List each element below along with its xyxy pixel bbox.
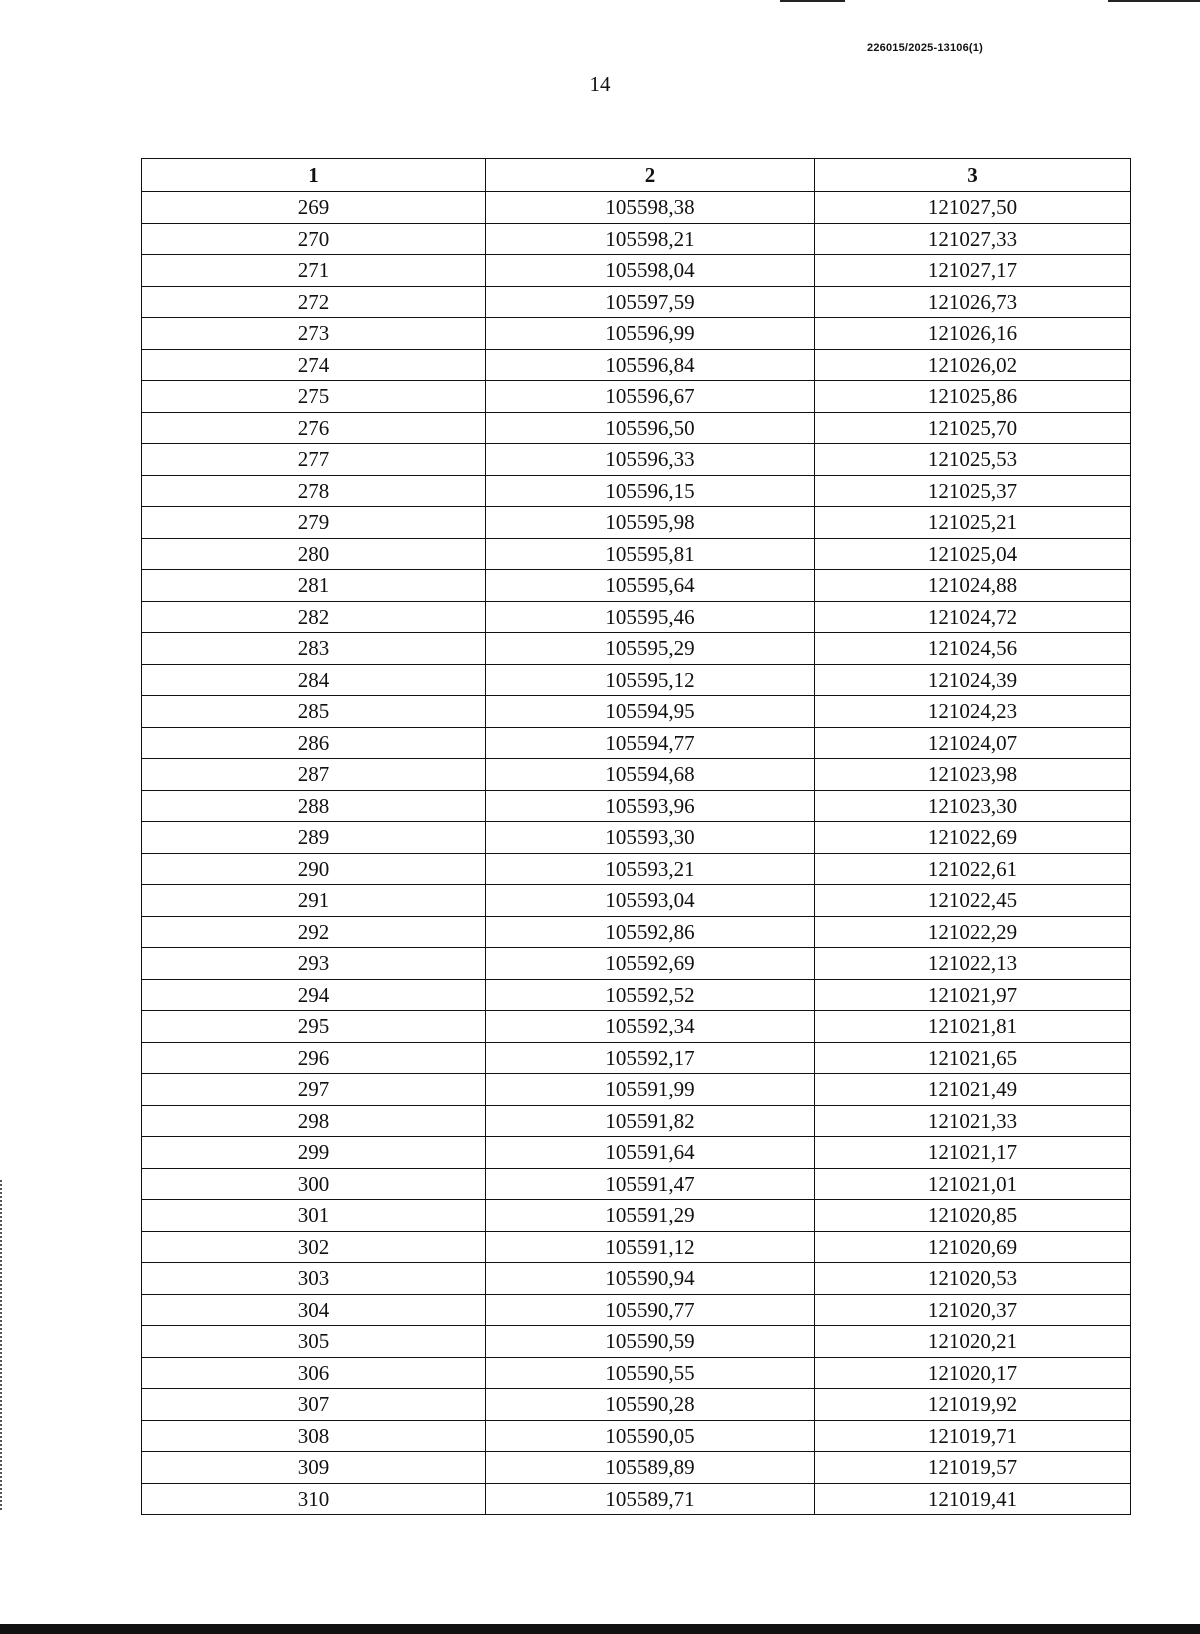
table-cell-col3: 121022,69: [815, 822, 1131, 854]
table-cell-col1: 304: [142, 1294, 486, 1326]
table-row: [142, 790, 1131, 822]
table-cell-col3: 121024,07: [815, 727, 1131, 759]
table-cell-col3: 121024,72: [815, 601, 1131, 633]
table-cell-col3: 121025,21: [815, 507, 1131, 539]
table-row: [142, 1137, 1131, 1169]
table-row: [142, 948, 1131, 980]
table-cell-col3: 121026,73: [815, 286, 1131, 318]
table-cell-col2: 105590,28: [486, 1389, 815, 1421]
table-cell-col2: 105590,59: [486, 1326, 815, 1358]
table-cell-col3: 121021,97: [815, 979, 1131, 1011]
table-cell-col1: 274: [142, 349, 486, 381]
table-cell-col1: 300: [142, 1168, 486, 1200]
table-cell-col2: 105595,29: [486, 633, 815, 665]
table-cell-col2: 105593,30: [486, 822, 815, 854]
table-cell-col2: 105591,29: [486, 1200, 815, 1232]
table-row: [142, 192, 1131, 224]
table-cell-col3: 121021,81: [815, 1011, 1131, 1043]
table-cell-col2: 105589,71: [486, 1483, 815, 1515]
table-row: [142, 223, 1131, 255]
table-cell-col2: 105596,84: [486, 349, 815, 381]
table-cell-col2: 105590,05: [486, 1420, 815, 1452]
table-row: [142, 255, 1131, 287]
table-cell-col1: 301: [142, 1200, 486, 1232]
table-cell-col3: 121027,17: [815, 255, 1131, 287]
page-number: 14: [589, 72, 611, 96]
table-cell-col2: 105591,99: [486, 1074, 815, 1106]
table-row: [142, 1357, 1131, 1389]
table-cell-col1: 299: [142, 1137, 486, 1169]
table-row: [142, 570, 1131, 602]
table-cell-col1: 290: [142, 853, 486, 885]
table-row: [142, 696, 1131, 728]
column-header-1: 1: [142, 159, 486, 192]
table-cell-col2: 105595,81: [486, 538, 815, 570]
table-row: [142, 1231, 1131, 1263]
table-cell-col1: 281: [142, 570, 486, 602]
table-cell-col3: 121026,16: [815, 318, 1131, 350]
table-cell-col3: 121021,33: [815, 1105, 1131, 1137]
table-row: [142, 1452, 1131, 1484]
table-cell-col1: 284: [142, 664, 486, 696]
table-cell-col2: 105593,04: [486, 885, 815, 917]
table-cell-col3: 121024,56: [815, 633, 1131, 665]
table-row: [142, 475, 1131, 507]
table-cell-col2: 105596,15: [486, 475, 815, 507]
table-cell-col2: 105591,47: [486, 1168, 815, 1200]
table-cell-col3: 121021,65: [815, 1042, 1131, 1074]
column-header-2: 2: [486, 159, 815, 192]
table-cell-col3: 121025,04: [815, 538, 1131, 570]
table-cell-col2: 105592,69: [486, 948, 815, 980]
table-cell-col3: 121019,57: [815, 1452, 1131, 1484]
table-row: [142, 853, 1131, 885]
table-cell-col2: 105597,59: [486, 286, 815, 318]
table-cell-col1: 271: [142, 255, 486, 287]
table-cell-col1: 289: [142, 822, 486, 854]
column-header-3: 3: [815, 159, 1131, 192]
table-row: [142, 727, 1131, 759]
table-row: [142, 507, 1131, 539]
table-cell-col2: 105596,33: [486, 444, 815, 476]
table-cell-col2: 105595,98: [486, 507, 815, 539]
table-cell-col3: 121020,37: [815, 1294, 1131, 1326]
table-cell-col3: 121023,98: [815, 759, 1131, 791]
table-row: [142, 885, 1131, 917]
table-cell-col1: 279: [142, 507, 486, 539]
table-cell-col1: 283: [142, 633, 486, 665]
table-row: [142, 286, 1131, 318]
table-cell-col1: 278: [142, 475, 486, 507]
table-cell-col3: 121025,70: [815, 412, 1131, 444]
table-cell-col1: 297: [142, 1074, 486, 1106]
table-cell-col2: 105592,52: [486, 979, 815, 1011]
table-cell-col2: 105592,17: [486, 1042, 815, 1074]
table-cell-col3: 121020,85: [815, 1200, 1131, 1232]
table-cell-col3: 121024,39: [815, 664, 1131, 696]
table-cell-col1: 275: [142, 381, 486, 413]
table-cell-col3: 121026,02: [815, 349, 1131, 381]
table-cell-col1: 310: [142, 1483, 486, 1515]
table-cell-col1: 292: [142, 916, 486, 948]
table-row: [142, 1200, 1131, 1232]
table-cell-col3: 121020,53: [815, 1263, 1131, 1295]
table-cell-col3: 121027,33: [815, 223, 1131, 255]
table-cell-col2: 105594,95: [486, 696, 815, 728]
table-cell-col3: 121019,41: [815, 1483, 1131, 1515]
table-row: [142, 444, 1131, 476]
table-cell-col1: 303: [142, 1263, 486, 1295]
table-cell-col2: 105593,21: [486, 853, 815, 885]
table-cell-col2: 105592,34: [486, 1011, 815, 1043]
table-cell-col3: 121022,45: [815, 885, 1131, 917]
table-cell-col1: 285: [142, 696, 486, 728]
table-row: [142, 633, 1131, 665]
table-cell-col1: 280: [142, 538, 486, 570]
table-cell-col1: 269: [142, 192, 486, 224]
table-row: [142, 1042, 1131, 1074]
table-cell-col3: 121020,69: [815, 1231, 1131, 1263]
table-row: [142, 664, 1131, 696]
table-cell-col1: 287: [142, 759, 486, 791]
table-row: [142, 349, 1131, 381]
table-row: [142, 381, 1131, 413]
table-cell-col1: 294: [142, 979, 486, 1011]
table-cell-col1: 273: [142, 318, 486, 350]
table-cell-col1: 295: [142, 1011, 486, 1043]
table-row: [142, 1074, 1131, 1106]
table-cell-col2: 105596,50: [486, 412, 815, 444]
scan-artifact-left-edge: [0, 1180, 4, 1510]
table-cell-col3: 121025,86: [815, 381, 1131, 413]
coordinates-table: [141, 158, 1131, 1515]
table-row: [142, 538, 1131, 570]
table-cell-col1: 277: [142, 444, 486, 476]
table-row: [142, 979, 1131, 1011]
table-cell-col1: 276: [142, 412, 486, 444]
table-row: [142, 1326, 1131, 1358]
table-cell-col3: 121021,17: [815, 1137, 1131, 1169]
table-row: [142, 1105, 1131, 1137]
table-cell-col2: 105595,46: [486, 601, 815, 633]
table-cell-col1: 296: [142, 1042, 486, 1074]
table-row: [142, 1483, 1131, 1515]
table-cell-col2: 105592,86: [486, 916, 815, 948]
table-cell-col2: 105598,21: [486, 223, 815, 255]
table-cell-col3: 121022,61: [815, 853, 1131, 885]
table-cell-col3: 121027,50: [815, 192, 1131, 224]
table-cell-col3: 121019,71: [815, 1420, 1131, 1452]
document-reference: 226015/2025-13106(1): [867, 42, 983, 54]
table-cell-col1: 288: [142, 790, 486, 822]
scan-artifact-top-right: [1108, 0, 1200, 2]
table-cell-col1: 308: [142, 1420, 486, 1452]
table-cell-col1: 291: [142, 885, 486, 917]
table-row: [142, 1294, 1131, 1326]
table-cell-col1: 307: [142, 1389, 486, 1421]
table-cell-col2: 105596,67: [486, 381, 815, 413]
table-cell-col3: 121023,30: [815, 790, 1131, 822]
table-cell-col2: 105595,64: [486, 570, 815, 602]
table-cell-col1: 272: [142, 286, 486, 318]
table-cell-col2: 105594,77: [486, 727, 815, 759]
table-cell-col3: 121025,53: [815, 444, 1131, 476]
scan-artifact-top-left: [780, 0, 845, 2]
table-row: [142, 822, 1131, 854]
table-cell-col3: 121020,17: [815, 1357, 1131, 1389]
table-cell-col2: 105598,04: [486, 255, 815, 287]
table-body: [142, 192, 1131, 1515]
table-row: [142, 759, 1131, 791]
table-row: [142, 412, 1131, 444]
table-cell-col3: 121022,29: [815, 916, 1131, 948]
scan-artifact-bottom-bar: [0, 1624, 1200, 1634]
table-cell-col2: 105589,89: [486, 1452, 815, 1484]
table-cell-col3: 121024,23: [815, 696, 1131, 728]
table-row: [142, 318, 1131, 350]
table-cell-col1: 306: [142, 1357, 486, 1389]
table-cell-col3: 121022,13: [815, 948, 1131, 980]
table-row: [142, 1168, 1131, 1200]
table-cell-col1: 309: [142, 1452, 486, 1484]
table-cell-col2: 105590,94: [486, 1263, 815, 1295]
table-cell-col3: 121021,01: [815, 1168, 1131, 1200]
table-cell-col2: 105591,82: [486, 1105, 815, 1137]
table-row: [142, 1389, 1131, 1421]
table-cell-col1: 302: [142, 1231, 486, 1263]
table-cell-col2: 105595,12: [486, 664, 815, 696]
table-row: [142, 601, 1131, 633]
table-cell-col2: 105598,38: [486, 192, 815, 224]
table-cell-col1: 298: [142, 1105, 486, 1137]
table-cell-col2: 105591,12: [486, 1231, 815, 1263]
table-cell-col1: 270: [142, 223, 486, 255]
table-cell-col1: 305: [142, 1326, 486, 1358]
table-cell-col3: 121021,49: [815, 1074, 1131, 1106]
table-cell-col2: 105594,68: [486, 759, 815, 791]
table-cell-col3: 121024,88: [815, 570, 1131, 602]
table-row: [142, 1420, 1131, 1452]
table-cell-col2: 105593,96: [486, 790, 815, 822]
table-header-row: [142, 159, 1131, 192]
table-cell-col1: 293: [142, 948, 486, 980]
table-cell-col3: 121019,92: [815, 1389, 1131, 1421]
table-cell-col2: 105591,64: [486, 1137, 815, 1169]
table-row: [142, 916, 1131, 948]
table-cell-col3: 121025,37: [815, 475, 1131, 507]
table-cell-col2: 105590,77: [486, 1294, 815, 1326]
table-cell-col3: 121020,21: [815, 1326, 1131, 1358]
table-cell-col1: 286: [142, 727, 486, 759]
table-cell-col2: 105590,55: [486, 1357, 815, 1389]
table-cell-col1: 282: [142, 601, 486, 633]
table-row: [142, 1263, 1131, 1295]
table-cell-col2: 105596,99: [486, 318, 815, 350]
table-row: [142, 1011, 1131, 1043]
